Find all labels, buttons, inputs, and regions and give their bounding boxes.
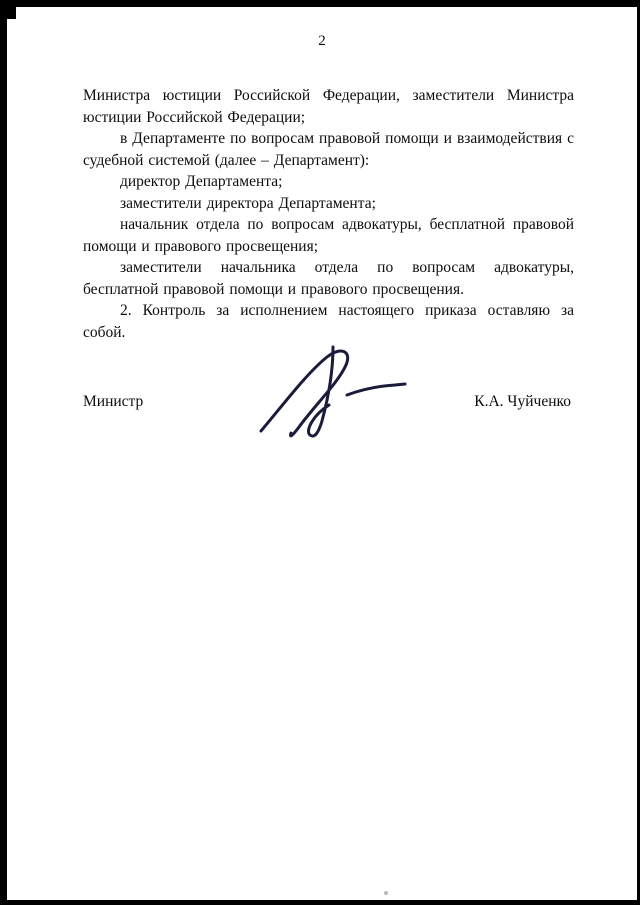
signer-title: Министр bbox=[83, 393, 144, 410]
paragraph: начальник отдела по вопросам адвокатуры, бесплатной правовой помощи и правового просвещения; bbox=[83, 216, 574, 255]
scan-artifact-dot bbox=[384, 891, 388, 895]
paragraph: заместители начальника отдела по вопросам адвокатуры, бесплатной правовой помощи и правового просвещения. bbox=[83, 259, 574, 298]
page-number: 2 bbox=[318, 33, 326, 49]
paragraph: 2. Контроль за исполнением настоящего приказа оставляю за собой. bbox=[83, 302, 574, 341]
paragraph: в Департаменте по вопросам правовой помощи и взаимодействия с судебной системой (далее – Департамент): bbox=[83, 130, 574, 169]
signer-name: К.А. Чуйченко bbox=[474, 393, 571, 410]
paragraph: директор Департамента; bbox=[120, 173, 283, 190]
paragraph: Министра юстиции Российской Федерации, заместители Министра юстиции Российской Федерации; bbox=[83, 87, 574, 126]
scan-border-corner bbox=[7, 7, 16, 19]
signature-autograph-icon bbox=[255, 343, 415, 443]
document-body bbox=[83, 85, 574, 343]
paragraph: заместители директора Департамента; bbox=[120, 194, 376, 212]
